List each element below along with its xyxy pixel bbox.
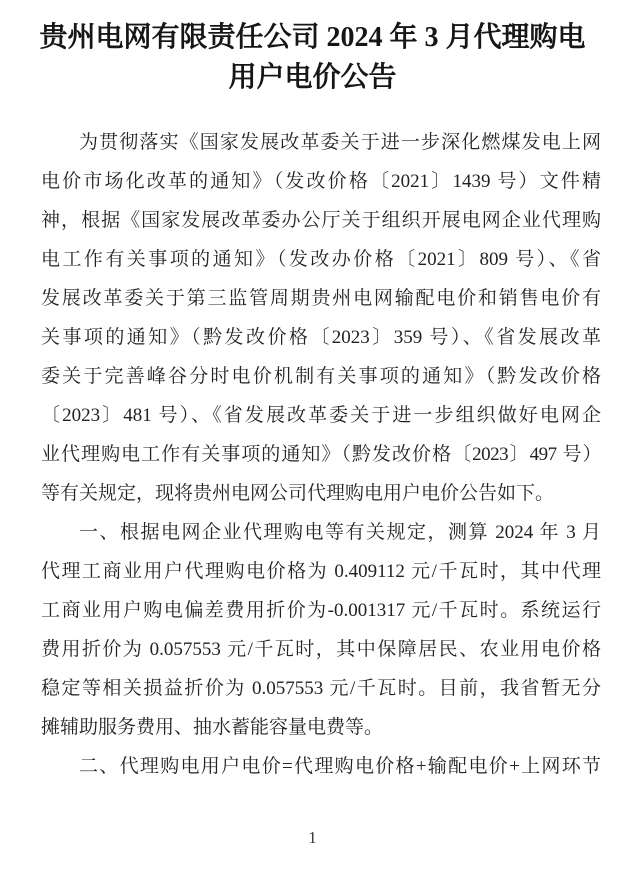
body-line: 发展改革委关于第三监管周期贵州电网输配电价和销售电价有: [41, 288, 601, 309]
page-number: 1: [308, 828, 317, 847]
body-line: 为贯彻落实《国家发展改革委关于进一步深化燃煤发电上网: [79, 132, 601, 153]
document-title-line-1: 贵州电网有限责任公司 2024 年 3 月代理购电: [39, 22, 586, 53]
body-line: 业代理购电工作有关事项的通知》（黔发改价格〔2023〕497 号）: [41, 444, 601, 465]
body-line: 等有关规定，现将贵州电网公司代理购电用户电价公告如下。: [41, 483, 555, 504]
body-line: 费用折价为 0.057553 元/千瓦时，其中保障居民、农业用电价格: [41, 639, 601, 660]
document-title-line-2: 用户电价公告: [228, 62, 397, 93]
body-line: 一、根据电网企业代理购电等有关规定，测算 2024 年 3 月: [79, 522, 601, 543]
body-line: 稳定等相关损益折价为 0.057553 元/千瓦时。目前，我省暂无分: [41, 678, 601, 699]
body-line: 关事项的通知》（黔发改价格〔2023〕359 号）、《省发展改革: [41, 327, 601, 348]
body-line: 神，根据《国家发展改革委办公厅关于组织开展电网企业代理购: [41, 210, 601, 231]
document-body: [0, 123, 625, 786]
body-line: 二、代理购电用户电价=代理购电价格+输配电价+上网环节: [79, 756, 601, 777]
body-line: 摊辅助服务费用、抽水蓄能容量电费等。: [41, 717, 384, 738]
document-title: [20, 18, 605, 98]
body-line: 电价市场化改革的通知》（发改价格〔2021〕1439 号）文件精: [41, 171, 601, 192]
body-line: 代理工商业用户代理购电价格为 0.409112 元/千瓦时，其中代理: [41, 561, 601, 582]
body-line: 委关于完善峰谷分时电价机制有关事项的通知》（黔发改价格: [41, 366, 601, 387]
body-line: 〔2023〕481 号）、《省发展改革委关于进一步组织做好电网企: [41, 405, 601, 426]
body-line: 工商业用户购电偏差费用折价为-0.001317 元/千瓦时。系统运行: [41, 600, 601, 621]
body-line: 电工作有关事项的通知》（发改办价格〔2021〕809 号）、《省: [41, 249, 601, 270]
